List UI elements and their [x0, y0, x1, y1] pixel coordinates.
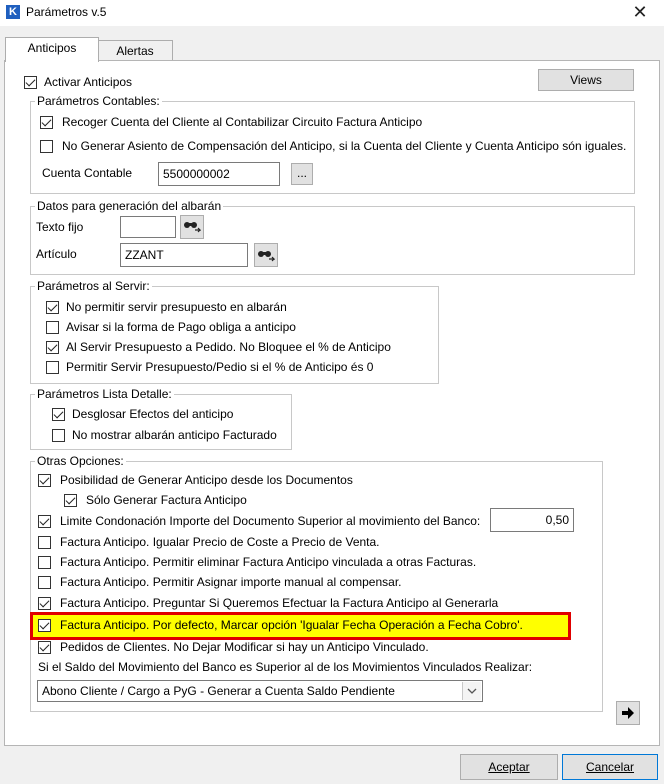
aceptar-button[interactable] — [460, 754, 558, 780]
contables-group-title: Parámetros Contables: — [37, 94, 160, 108]
otras-checkbox-7[interactable] — [38, 597, 51, 610]
limite-condonacion-input[interactable]: 0,50 — [490, 508, 574, 532]
otras-checkbox-2[interactable] — [64, 494, 77, 507]
recoger-cuenta-checkbox[interactable] — [40, 116, 53, 129]
aceptar-label: Aceptar — [488, 760, 530, 774]
cuenta-contable-input[interactable]: 5500000002 — [158, 162, 280, 186]
servir-label-1: No permitir servir presupuesto en albarán — [66, 300, 287, 314]
views-button[interactable]: Views — [538, 69, 634, 91]
no-mostrar-label: No mostrar albarán anticipo Facturado — [72, 428, 277, 442]
binoculars-icon — [183, 219, 201, 233]
articulo-search-button[interactable] — [254, 243, 278, 267]
servir-checkbox-3[interactable] — [46, 341, 59, 354]
cuenta-browse-button[interactable]: ... — [291, 163, 313, 185]
otras-label-5: Factura Anticipo. Permitir eliminar Factura Anticipo vinculada a otras Facturas. — [60, 555, 477, 569]
otras-group-title: Otras Opciones: — [37, 454, 124, 468]
articulo-label: Artículo — [36, 247, 77, 261]
otras-label-4: Factura Anticipo. Igualar Precio de Coste a Precio de Venta. — [60, 535, 380, 549]
no-generar-asiento-label: No Generar Asiento de Compensación del Anticipo, si la Cuenta del Cliente y Cuenta Anticipo són iguales. — [62, 139, 627, 153]
otras-checkbox-9[interactable] — [38, 641, 51, 654]
cancelar-label: Cancelar — [585, 760, 635, 774]
servir-label-2: Avisar si la forma de Pago obliga a anticipo — [66, 320, 296, 334]
otras-label-9: Pedidos de Clientes. No Dejar Modificar si hay un Anticipo Vinculado. — [60, 640, 429, 654]
chevron-down-icon[interactable] — [462, 682, 481, 700]
tab-alertas[interactable]: Alertas — [97, 40, 173, 63]
otras-checkbox-4[interactable] — [38, 536, 51, 549]
saldo-label: Si el Saldo del Movimiento del Banco es Superior al de los Movimientos Vinculados Realizar: — [38, 660, 533, 674]
otras-checkbox-6[interactable] — [38, 576, 51, 589]
activar-anticipos-label: Activar Anticipos — [44, 75, 133, 89]
tab-anticipos[interactable]: Anticipos — [5, 37, 99, 62]
no-generar-asiento-checkbox[interactable] — [40, 140, 53, 153]
cuenta-contable-label: Cuenta Contable — [42, 166, 133, 180]
app-logo-icon: K — [6, 5, 20, 19]
desglosar-label: Desglosar Efectos del anticipo — [72, 407, 234, 421]
albaran-group-title: Datos para generación del albarán — [37, 199, 222, 213]
title-bar — [0, 0, 664, 26]
no-mostrar-checkbox[interactable] — [52, 429, 65, 442]
otras-label-3: Limite Condonación Importe del Documento Superior al movimiento del Banco: — [60, 514, 481, 528]
close-icon[interactable]: ✕ — [632, 2, 648, 22]
servir-checkbox-4[interactable] — [46, 361, 59, 374]
servir-label-4: Permitir Servir Presupuesto/Pedio si el % de Anticipo és 0 — [66, 360, 374, 374]
texto-fijo-label: Texto fijo — [36, 220, 84, 234]
saldo-select-value: Abono Cliente / Cargo a PyG - Generar a Cuenta Saldo Pendiente — [42, 684, 395, 698]
servir-checkbox-1[interactable] — [46, 301, 59, 314]
otras-label-7: Factura Anticipo. Preguntar Si Queremos Efectuar la Factura Anticipo al Generarla — [60, 596, 499, 610]
activar-anticipos-checkbox[interactable] — [24, 76, 37, 89]
cancelar-button[interactable] — [562, 754, 658, 780]
next-arrow-button[interactable] — [616, 701, 640, 725]
articulo-input[interactable]: ZZANT — [120, 243, 248, 267]
otras-label-6: Factura Anticipo. Permitir Asignar importe manual al compensar. — [60, 575, 402, 589]
arrow-right-icon — [621, 706, 635, 720]
servir-group-title: Parámetros al Servir: — [37, 279, 150, 293]
otras-checkbox-1[interactable] — [38, 474, 51, 487]
otras-checkbox-8[interactable] — [38, 619, 51, 632]
recoger-cuenta-label: Recoger Cuenta del Cliente al Contabilizar Circuito Factura Anticipo — [62, 115, 423, 129]
texto-fijo-search-button[interactable] — [180, 215, 204, 239]
otras-label-2: Sólo Generar Factura Anticipo — [86, 493, 247, 507]
desglosar-checkbox[interactable] — [52, 408, 65, 421]
servir-checkbox-2[interactable] — [46, 321, 59, 334]
lista-group-title: Parámetros Lista Detalle: — [37, 387, 172, 401]
saldo-select[interactable] — [37, 680, 483, 702]
otras-label-8: Factura Anticipo. Por defecto, Marcar opción 'Igualar Fecha Operación a Fecha Cobro'. — [60, 618, 523, 632]
otras-checkbox-5[interactable] — [38, 556, 51, 569]
otras-checkbox-3[interactable] — [38, 515, 51, 528]
window-title: Parámetros v.5 — [26, 5, 107, 19]
otras-label-1: Posibilidad de Generar Anticipo desde los Documentos — [60, 473, 353, 487]
servir-label-3: Al Servir Presupuesto a Pedido. No Bloquee el % de Anticipo — [66, 340, 391, 354]
texto-fijo-input[interactable] — [120, 216, 176, 238]
binoculars-icon — [257, 248, 275, 262]
